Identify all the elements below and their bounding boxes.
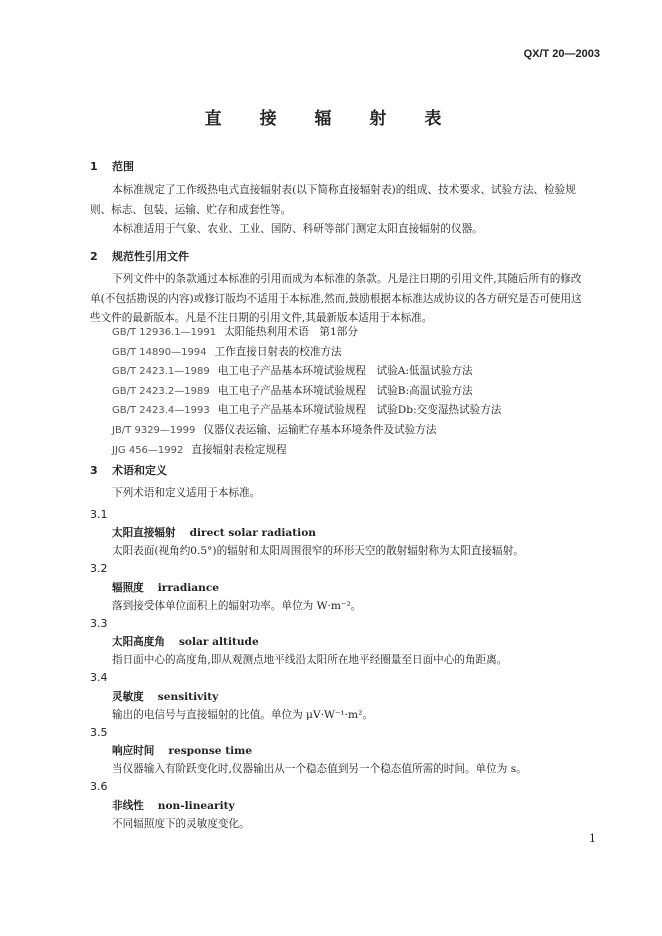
reference-code: JJG 456—1992: [112, 444, 184, 456]
page-number: 1: [589, 832, 596, 845]
reference-code: GB/T 2423.4—1993: [112, 405, 210, 417]
term-en: direct solar radiation: [189, 527, 316, 539]
term-definition: 落到接受体单位面积上的辐射功率。单位为 W·m⁻²。: [112, 600, 362, 612]
term-definition: 不同辐照度下的灵敏度变化。: [112, 818, 250, 830]
section-1-paragraph-1: 本标准规定了工作级热电式直接辐射表(以下简称直接辐射表)的组成、技术要求、试验方法、检验规则、标志、包装、运输、贮存和成套性等。: [90, 184, 576, 216]
term-cn: 响应时间: [112, 745, 155, 757]
term-number: 3.4: [90, 671, 108, 684]
section-number: 1: [90, 160, 98, 173]
section-3-intro: 下列术语和定义适用于本标准。: [112, 487, 261, 499]
reference-title: 太阳能热利用术语 第1部分: [224, 326, 358, 338]
term-name: [112, 798, 235, 813]
term-en: non-linearity: [157, 800, 235, 812]
term-name: [112, 689, 218, 704]
reference-item: [112, 362, 501, 382]
term-cn: 太阳直接辐射: [112, 527, 176, 539]
reference-title: 电工电子产品基本环境试验规程 试验A:低温试验方法: [217, 365, 473, 378]
reference-code: GB/T 14890—1994: [112, 346, 207, 358]
section-title: 范围: [112, 160, 134, 173]
section-title: 规范性引用文件: [112, 250, 189, 263]
reference-item: [112, 323, 501, 343]
section-1-heading: [90, 158, 134, 174]
reference-list: [112, 323, 501, 460]
section-number: 2: [90, 250, 98, 263]
standard-code: QX/T 20—2003: [523, 48, 600, 60]
reference-title: 电工电子产品基本环境试验规程 试验Db:交变湿热试验方法: [217, 404, 502, 417]
term-definition: 当仪器输入有阶跃变化时,仪器输出从一个稳态值到另一个稳态值所需的时间。单位为 s。: [112, 763, 527, 775]
term-number: 3.3: [90, 617, 108, 630]
term-cn: 太阳高度角: [112, 636, 165, 648]
reference-code: GB/T 2423.1—1989: [112, 366, 210, 378]
term-cn: 灵敏度: [112, 691, 144, 703]
page-title: 直 接 辐 射 表: [204, 109, 458, 129]
term-name: [112, 743, 252, 758]
section-2-heading: [90, 248, 189, 264]
term-name: [112, 525, 316, 540]
section-3-heading: [90, 462, 167, 478]
term-number: 3.6: [90, 780, 108, 793]
term-name: [112, 580, 219, 595]
reference-title: 电工电子产品基本环境试验规程 试验B:高温试验方法: [217, 384, 473, 397]
reference-code: JB/T 9329—1999: [112, 424, 196, 436]
term-cn: 辐照度: [112, 582, 144, 594]
term-definition: 指日面中心的高度角,即从观测点地平线沿太阳所在地平经圈量至日面中心的角距离。: [112, 654, 508, 666]
section-2-paragraph: 下列文件中的条款通过本标准的引用而成为本标准的条款。凡是注日期的引用文件,其随后所有的修改单(不包括勘误的内容)或修订版均不适用于本标准,然而,鼓励根据本标准达成协议的各方研究是否可使用这些文件的最新版本。凡是不注日期的引用文件,其最新版本适用于本标准。: [90, 273, 582, 324]
term-cn: 非线性: [112, 800, 144, 812]
section-1-paragraph-2: 本标准适用于气象、农业、工业、国防、科研等部门测定太阳直接辐射的仪器。: [112, 223, 483, 235]
reference-code: GB/T 12936.1—1991: [112, 327, 217, 338]
term-number: 3.1: [90, 508, 108, 521]
term-en: response time: [168, 745, 253, 757]
reference-item: [112, 441, 501, 461]
reference-title: 工作直接日射表的校准方法: [214, 345, 342, 358]
reference-item: [112, 382, 501, 402]
term-name: [112, 634, 259, 649]
reference-item: [112, 343, 501, 363]
section-number: 3: [90, 464, 98, 477]
reference-item: [112, 401, 501, 421]
reference-title: 直接辐射表检定规程: [191, 443, 287, 456]
section-title: 术语和定义: [112, 464, 167, 477]
term-definition: 太阳表面(视角约0.5°)的辐射和太阳周围很窄的环形天空的散射辐射称为太阳直接辐射。: [112, 545, 524, 557]
reference-code: GB/T 2423.2—1989: [112, 385, 210, 397]
term-en: irradiance: [157, 582, 220, 594]
term-en: sensitivity: [157, 691, 219, 703]
term-definition: 输出的电信号与直接辐射的比值。单位为 μV·W⁻¹·m²。: [112, 709, 373, 721]
reference-item: [112, 421, 501, 441]
term-en: solar altitude: [178, 636, 259, 648]
term-number: 3.2: [90, 562, 108, 575]
reference-title: 仪器仪表运输、运输贮存基本环境条件及试验方法: [203, 423, 437, 436]
term-number: 3.5: [90, 726, 108, 739]
